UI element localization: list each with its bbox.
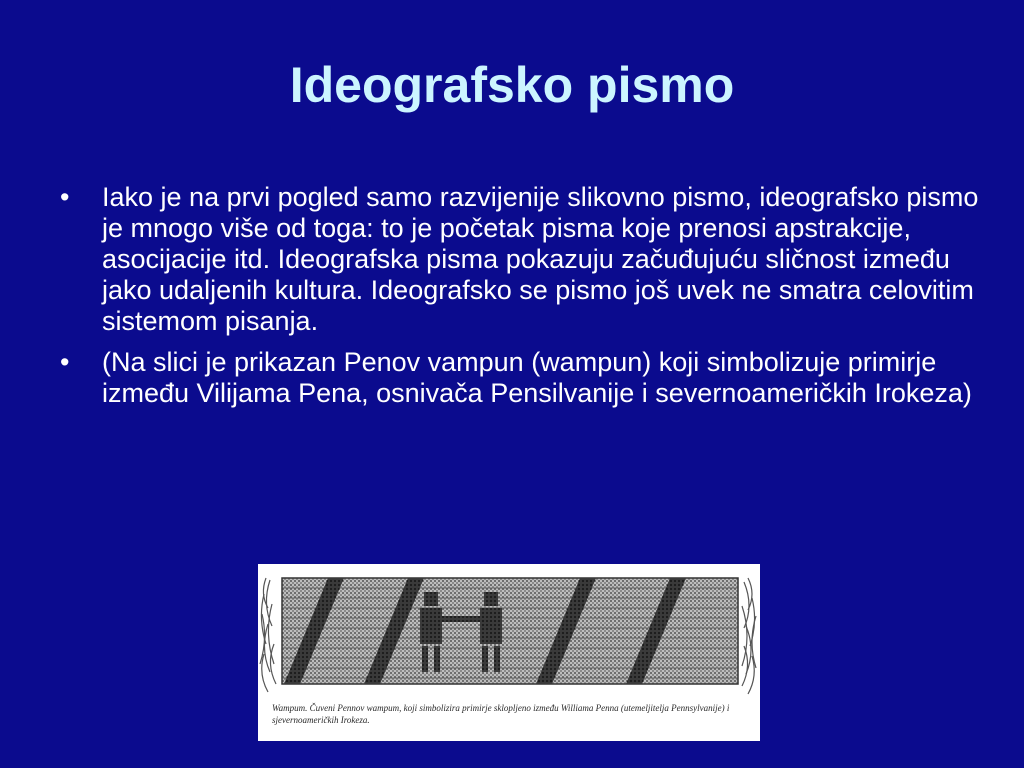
bullet-item-1 [60,182,980,337]
belt-fringe-left [260,578,276,692]
bullet-list [60,182,980,419]
wampum-figure [258,564,760,741]
bullet-marker: • [60,182,70,212]
bullet-marker: • [60,347,70,377]
figure-caption: Wampum. Čuveni Pennov wampum, koji simbolizira primirje sklopljeno između Williama Penna (utemeljitelja Pennsylvanije) i sjevernoameričkih Irokeza. [272,703,730,725]
slide-title: Ideografsko pismo [289,57,735,113]
bullet-text: Iako je na prvi pogled samo razvijenije slikovno pismo, ideografsko pismo je mnogo više od toga: to je početak pisma koje prenosi apstrakcije, asocijacije itd. Ideografska pisma pokazuju začuđujuću sličnost između jako udaljenih kultura. Ideografsko se pismo još uvek ne smatra celovitim sistemom pisanja. [102,182,979,336]
bullet-item-2 [60,347,980,409]
bullet-text: (Na slici je prikazan Penov vampun (wampun) koji simbolizuje primirje između Vilijama Pena, osnivača Pensilvanije i severnoameričkih Irokeza) [102,347,972,408]
belt-fringe-right [742,578,756,694]
